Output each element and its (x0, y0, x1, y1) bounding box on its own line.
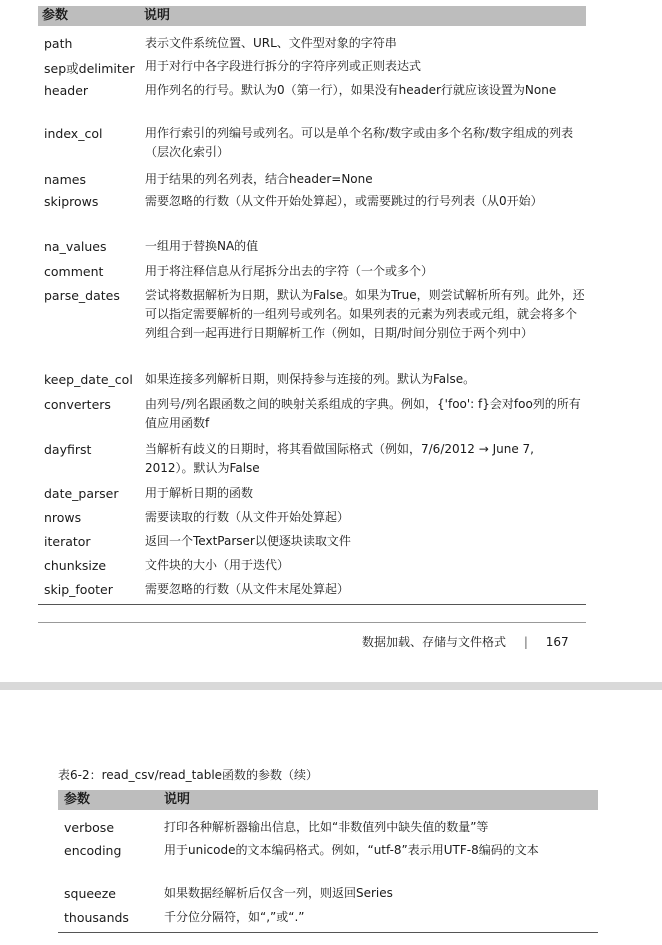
param-desc: 需要读取的行数（从文件开始处算起） (145, 510, 350, 524)
param-name: date_parser (44, 486, 119, 501)
param-desc: 如果连接多列解析日期，则保持参与连接的列。默认为False。 (145, 372, 476, 386)
table-caption: 表6-2：read_csv/read_table函数的参数（续） (58, 768, 319, 782)
param-desc: 返回一个TextParser以便逐块读取文件 (145, 534, 351, 548)
table-header (58, 790, 598, 810)
param-name: keep_date_col (44, 372, 133, 387)
param-desc: 一组用于替换NA的值 (145, 239, 259, 253)
param-desc: 千分位分隔符，如“,”或“.” (164, 910, 305, 924)
param-desc: 文件块的大小（用于迭代） (145, 558, 290, 572)
param-name: index_col (44, 126, 103, 141)
footer-rule (38, 622, 586, 623)
param-desc: 用作列名的行号。默认为0（第一行），如果没有header行就应该设置为None (145, 83, 557, 97)
param-name: names (44, 172, 86, 187)
footer-separator: | (523, 635, 528, 649)
table-header (38, 6, 586, 26)
param-name: na_values (44, 239, 107, 254)
param-desc: 用于结果的列名列表，结合header=None (145, 172, 373, 186)
param-desc: 需要忽略的行数（从文件开始处算起），或需要跳过的行号列表（从0开始） (145, 194, 543, 208)
param-name: header (44, 83, 89, 98)
table-bottom-rule (58, 932, 598, 933)
param-name: sep或delimiter (44, 61, 135, 76)
page-footer (362, 633, 569, 650)
param-name: thousands (64, 910, 129, 925)
param-name: skiprows (44, 194, 99, 209)
param-desc: 如果数据经解析后仅含一列，则返回Series (164, 886, 393, 900)
param-desc: 由列号/列名跟函数之间的映射关系组成的字典。例如，{'foo': f}会对foo列的所有值应用函数f (145, 397, 581, 430)
param-desc: 尝试将数据解析为日期，默认为False。如果为True，则尝试解析所有列。此外，还可以指定需要解析的一组列号或列名。如果列表的元素为列表或元组，就会将多个列组合到一起再进行日期解析工作（例如，日期/时间分别位于两个列中） (145, 288, 585, 340)
page-number: 167 (545, 635, 569, 649)
param-name: converters (44, 397, 111, 412)
param-name: iterator (44, 534, 91, 549)
param-desc: 用于对行中各字段进行拆分的字符序列或正则表达式 (145, 59, 422, 73)
header-desc: 说明 (164, 792, 191, 807)
param-desc: 用于unicode的文本编码格式。例如，“utf-8”表示用UTF-8编码的文本 (164, 843, 539, 857)
param-desc: 需要忽略的行数（从文件末尾处算起） (145, 582, 350, 596)
header-desc: 说明 (144, 8, 171, 23)
header-param: 参数 (42, 8, 69, 23)
param-desc: 用于解析日期的函数 (145, 486, 254, 500)
param-name: nrows (44, 510, 82, 525)
param-name: dayfirst (44, 442, 92, 457)
footer-section-title: 数据加载、存储与文件格式 (362, 635, 507, 649)
param-desc: 用于将注释信息从行尾拆分出去的字符（一个或多个） (145, 264, 434, 278)
param-name: skip_footer (44, 582, 113, 597)
param-name: encoding (64, 843, 122, 858)
param-name: path (44, 36, 73, 51)
param-name: squeeze (64, 886, 117, 901)
page-168 (0, 690, 662, 945)
param-desc: 表示文件系统位置、URL、文件型对象的字符串 (145, 36, 397, 50)
param-desc: 当解析有歧义的日期时，将其看做国际格式（例如，7/6/2012 → June 7, 2012）。默认为False (145, 442, 534, 475)
header-param: 参数 (64, 792, 91, 807)
param-name: verbose (64, 820, 115, 835)
param-desc: 打印各种解析器输出信息，比如“非数值列中缺失值的数量”等 (164, 820, 489, 834)
param-name: chunksize (44, 558, 107, 573)
table-bottom-rule (38, 604, 586, 605)
param-name: comment (44, 264, 104, 279)
param-name: parse_dates (44, 288, 120, 303)
param-desc: 用作行索引的列编号或列名。可以是单个名称/数字或由多个名称/数字组成的列表（层次化索引） (145, 126, 574, 159)
page-divider (0, 682, 662, 690)
